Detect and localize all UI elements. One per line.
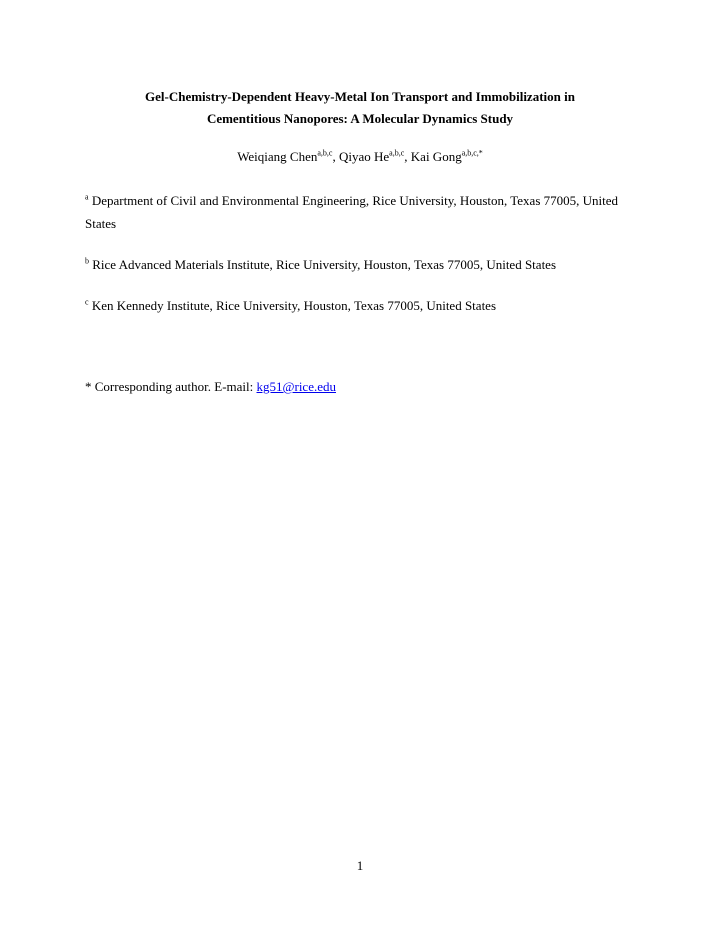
author-affiliation-marker: a,b,c bbox=[317, 148, 333, 158]
affiliation-text: Rice Advanced Materials Institute, Rice University, Houston, Texas 77005, United States bbox=[89, 257, 557, 272]
affiliation-c bbox=[85, 294, 645, 317]
corresponding-author bbox=[85, 378, 336, 396]
title-line-2: Cementitious Nanopores: A Molecular Dynamics Study bbox=[206, 111, 514, 126]
author-name: Kai Gong bbox=[410, 149, 462, 164]
page-number: 1 bbox=[356, 858, 364, 873]
affiliation-b bbox=[85, 253, 645, 276]
title-line-1: Gel-Chemistry-Dependent Heavy-Metal Ion Transport and Immobilization in bbox=[145, 89, 575, 104]
corresponding-label: * Corresponding author. E-mail: bbox=[85, 379, 257, 394]
author-separator: , bbox=[404, 149, 411, 164]
affiliation-text: Ken Kennedy Institute, Rice University, Houston, Texas 77005, United States bbox=[88, 298, 497, 313]
affiliation-marker: a bbox=[85, 192, 89, 202]
email-link[interactable]: kg51@rice.edu bbox=[256, 379, 336, 394]
affiliation-marker: b bbox=[85, 256, 89, 266]
author-name: Qiyao He bbox=[338, 149, 390, 164]
author-separator: , bbox=[332, 149, 339, 164]
affiliation-marker: c bbox=[85, 297, 89, 307]
author-name: Weiqiang Chen bbox=[237, 149, 318, 164]
affiliation-a bbox=[85, 189, 645, 235]
paper-title bbox=[0, 86, 720, 130]
author-list bbox=[0, 148, 720, 166]
author-affiliation-marker: a,b,c,* bbox=[461, 148, 483, 158]
author-affiliation-marker: a,b,c bbox=[389, 148, 405, 158]
affiliation-text: Department of Civil and Environmental Engineering, Rice University, Houston, Texas 77005, United States bbox=[85, 193, 619, 231]
